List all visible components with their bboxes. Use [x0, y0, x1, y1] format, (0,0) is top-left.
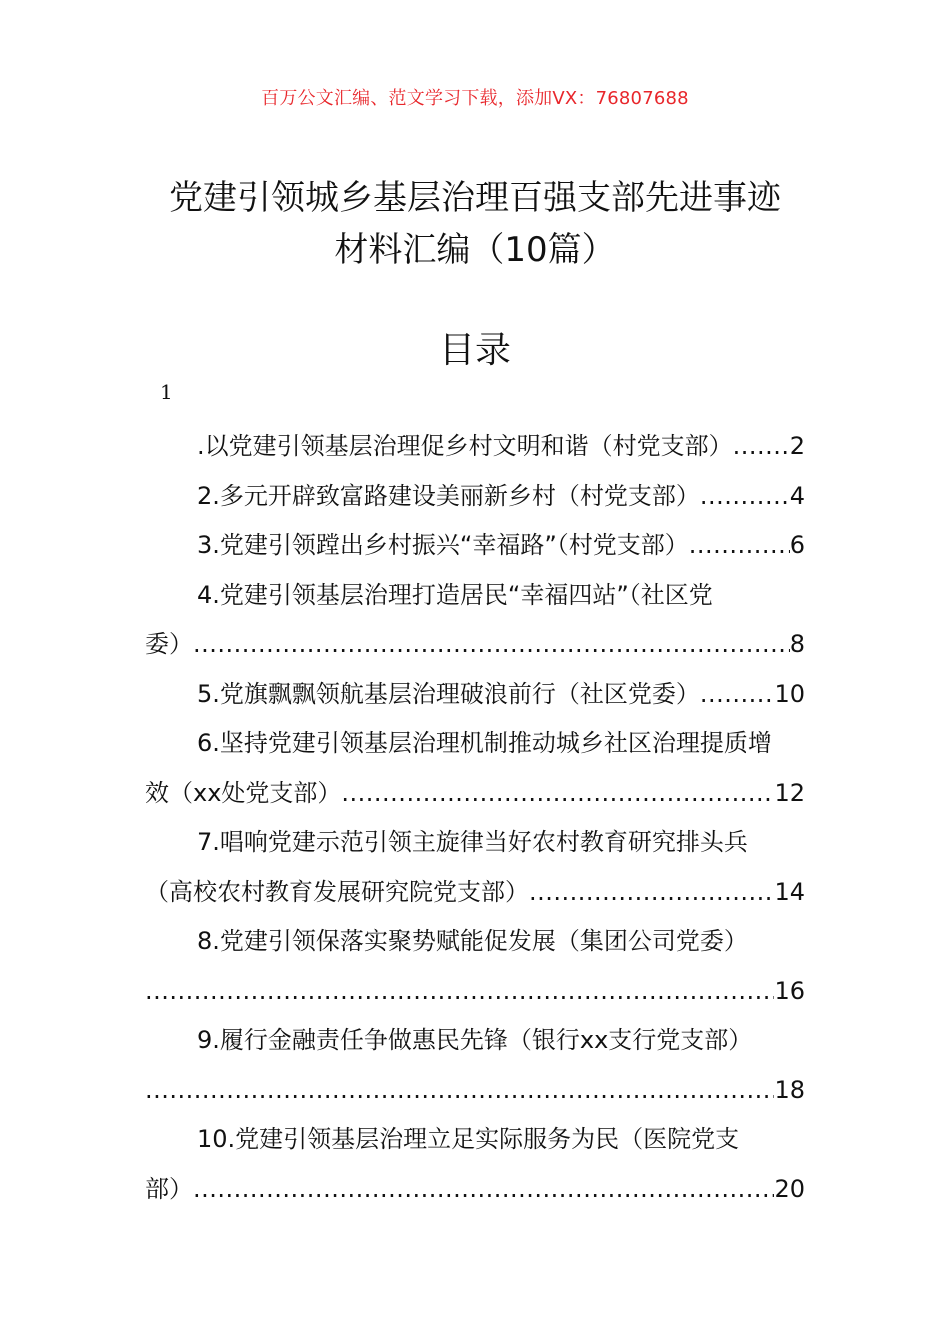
toc-page-number: 18 — [774, 1075, 805, 1104]
toc-entry-title: （高校农村教育发展研究院党支部） — [145, 877, 529, 906]
toc-entry[interactable] — [145, 1016, 805, 1115]
toc-entry[interactable] — [145, 917, 805, 1016]
toc-entry-line — [145, 571, 805, 621]
toc-entry[interactable] — [145, 1115, 805, 1214]
toc-entry-line — [145, 1016, 805, 1066]
toc-entry-line — [145, 620, 805, 670]
toc-entry-title: 委） — [145, 630, 193, 658]
toc-leader-dots — [193, 620, 790, 670]
toc-entry-line — [145, 422, 805, 472]
toc-entry-title: 8.党建引领保落实聚势赋能促发展（集团公司党委） — [197, 927, 748, 955]
toc-entry-line — [145, 769, 805, 819]
toc-page-number: 2 — [789, 432, 805, 460]
title-line-2: 材料汇编（10篇） — [334, 230, 616, 270]
toc-page-number: 10 — [774, 679, 805, 708]
toc-entry-line — [145, 917, 805, 967]
title-line-1: 党建引领城乡基层治理百强支部先进事迹 — [169, 178, 781, 218]
toc-entry-line — [145, 868, 805, 918]
toc-page-number: 12 — [774, 778, 805, 807]
toc-leader-dots — [145, 1066, 774, 1116]
toc-entry-title: .以党建引领基层治理促乡村文明和谐（村党支部） — [197, 432, 733, 460]
toc-page-number: 20 — [774, 1174, 805, 1203]
toc-page-number: 4 — [789, 481, 805, 510]
toc-entry[interactable] — [145, 571, 805, 670]
toc-entry-line — [145, 719, 805, 769]
toc-page-number: 14 — [774, 877, 805, 906]
toc-leader-dots — [733, 422, 790, 472]
toc-entry[interactable] — [145, 521, 805, 571]
document-title — [130, 172, 820, 276]
toc-entry[interactable] — [145, 472, 805, 522]
table-of-contents — [145, 422, 805, 1214]
toc-entry-line — [145, 1165, 805, 1215]
toc-leader-dots — [193, 1165, 774, 1215]
toc-entry-title: 5.党旗飘飘领航基层治理破浪前行（社区党委） — [197, 679, 700, 708]
toc-leader-dots — [145, 967, 774, 1017]
toc-leader-dots — [700, 670, 775, 720]
toc-page-number: 16 — [774, 976, 805, 1005]
toc-entry-title: 2.多元开辟致富路建设美丽新乡村（村党支部） — [197, 481, 700, 510]
toc-entry-title: 4.党建引领基层治理打造居民“幸福四站”（社区党 — [197, 580, 713, 609]
toc-entry-line — [145, 670, 805, 720]
toc-entry-line — [145, 1066, 805, 1116]
toc-entry[interactable] — [145, 818, 805, 917]
toc-entry-line — [145, 521, 805, 571]
toc-leader-dots — [529, 868, 774, 918]
toc-entry-title: 6.坚持党建引领基层治理机制推动城乡社区治理提质增 — [197, 729, 772, 757]
toc-entry[interactable] — [145, 670, 805, 720]
toc-entry-title: 3.党建引领蹚出乡村振兴“幸福路”（村党支部） — [197, 531, 689, 559]
toc-entry-title: 10.党建引领基层治理立足实际服务为民（医院党支 — [197, 1125, 740, 1153]
stray-number: 1 — [160, 380, 173, 404]
watermark-banner: 百万公文汇编、范文学习下载，添加VX：76807688 — [261, 88, 689, 109]
toc-leader-dots — [700, 472, 790, 522]
toc-page-number: 6 — [789, 531, 805, 559]
toc-page-number: 8 — [789, 630, 805, 658]
toc-heading: 目录 — [438, 330, 511, 371]
toc-entry-title: 部） — [145, 1174, 193, 1203]
toc-leader-dots — [689, 521, 790, 571]
toc-entry[interactable] — [145, 719, 805, 818]
toc-entry-line — [145, 967, 805, 1017]
toc-entry-title: 9.履行金融责任争做惠民先锋（银行xx支行党支部） — [197, 1026, 753, 1054]
toc-entry-line — [145, 1115, 805, 1165]
toc-entry-line — [145, 818, 805, 868]
toc-entry[interactable] — [145, 422, 805, 472]
toc-leader-dots — [341, 769, 774, 819]
toc-entry-line — [145, 472, 805, 522]
toc-entry-title: 效（xx处党支部） — [145, 778, 342, 807]
toc-entry-title: 7.唱响党建示范引领主旋律当好农村教育研究排头兵 — [197, 828, 748, 856]
